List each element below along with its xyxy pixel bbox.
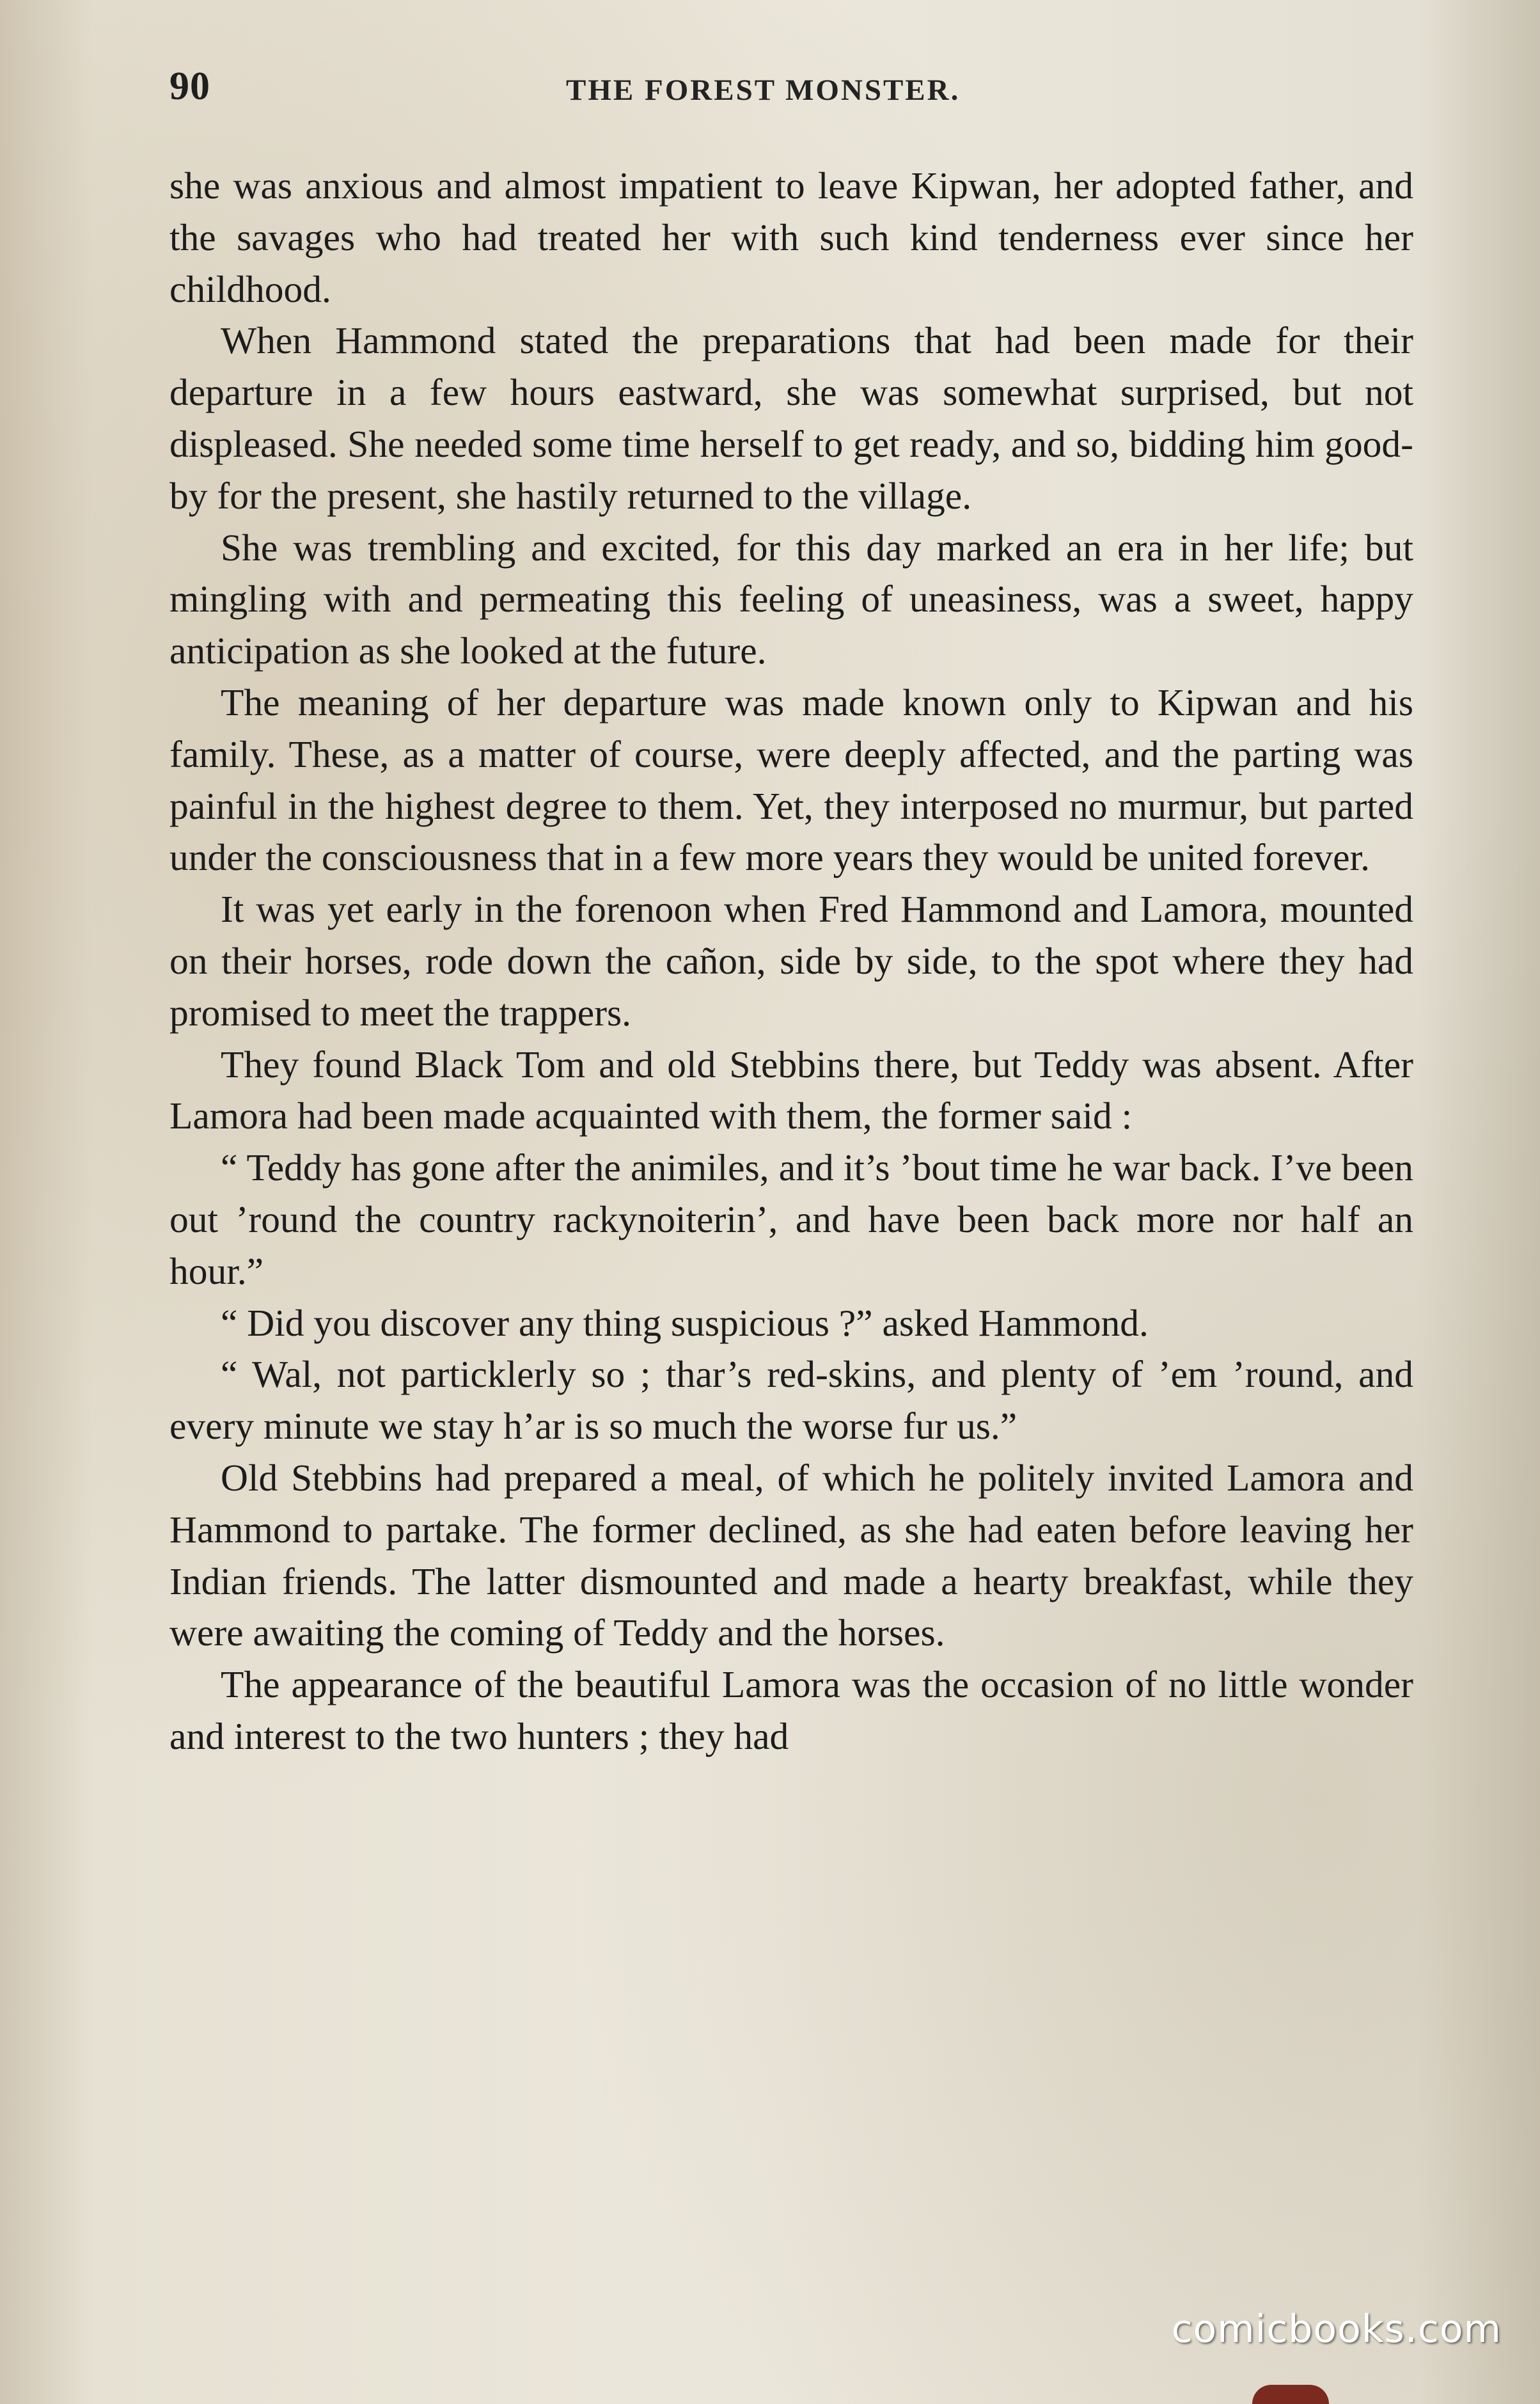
paragraph-6: They found Black Tom and old Stebbins there, but Teddy was absent. After Lamora had been made acquainted with them, the former said :: [169, 1043, 1413, 1137]
paragraph-2: When Hammond stated the preparations that had been made for their departure in a few hours eastward, she was somewhat surprised, but not displeased. She needed some time herself to get ready, and so, bidding him good-by for the present, she hastily returned to the village.: [169, 319, 1413, 517]
page-stain: [1252, 2385, 1329, 2404]
paragraph-10: Old Stebbins had prepared a meal, of which he politely invited Lamora and Hammond to partake. The former declined, as she had eaten before leaving her Indian friends. The latter dismounted and made a hearty breakfast, while they were awaiting the coming of Teddy and the horses.: [169, 1456, 1413, 1654]
page-number: 90: [169, 65, 210, 108]
running-head: THE FOREST MONSTER.: [566, 74, 961, 107]
body-text: [169, 160, 1413, 1762]
paragraph-9: “ Wal, not particklerly so ; thar’s red-skins, and plenty of ’em ’round, and every minute we stay h’ar is so much the worse fur us.”: [169, 1353, 1413, 1448]
paragraph-5: It was yet early in the forenoon when Fred Hammond and Lamora, mounted on their horses, rode down the cañon, side by side, to the spot where they had promised to meet the trappers.: [169, 888, 1413, 1034]
paragraph-11: The appearance of the beautiful Lamora was the occasion of no little wonder and interest to the two hunters ; they had: [169, 1663, 1413, 1757]
watermark: comicbooks.com: [1171, 2307, 1502, 2352]
paragraph-8: “ Did you discover any thing suspicious ?” asked Hammond.: [221, 1301, 1149, 1344]
paragraph-7: “ Teddy has gone after the animiles, and it’s ’bout time he war back. I’ve been out ’round the country rackynoiterin’, and have been back more nor half an hour.”: [169, 1146, 1413, 1292]
paragraph-3: She was trembling and excited, for this day marked an era in her life; but mingling with and permeating this feeling of uneasiness, was a sweet, happy anticipation as she looked at the future.: [169, 526, 1413, 672]
paragraph-1: she was anxious and almost impatient to leave Kipwan, her adopted father, and the savages who had treated her with such kind tenderness ever since her childhood.: [169, 164, 1413, 310]
page-header: [169, 64, 1413, 122]
paragraph-4: The meaning of her departure was made known only to Kipwan and his family. These, as a matter of course, were deeply affected, and the parting was painful in the highest degree to them. Yet, they interposed no murmur, but parted under the consciousness that in a few more years they would be united forever.: [169, 681, 1413, 879]
